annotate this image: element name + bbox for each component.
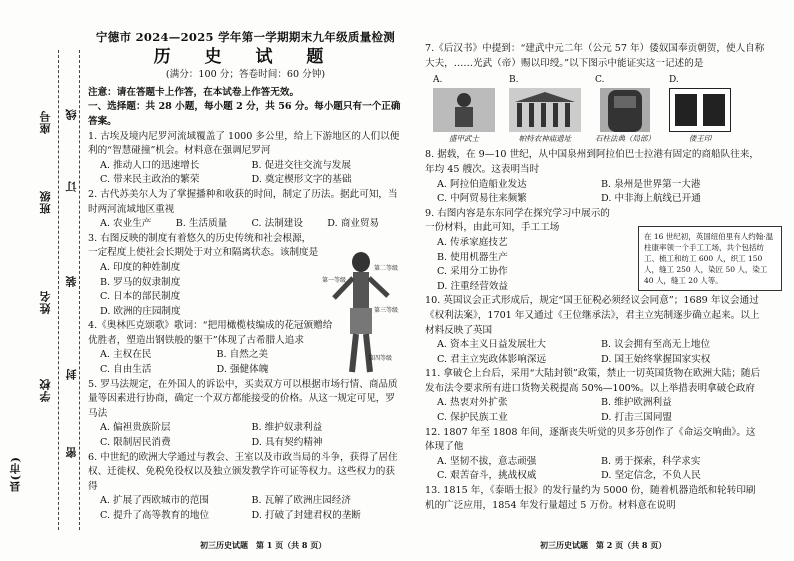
wa-king-seal-image: [669, 88, 731, 132]
field-seat-number: 座号: [39, 110, 52, 134]
question-stem: 10. 英国议会正式形成后，规定“国王征税必须经议会同意”；1689 年议会通过《权利法案》，1701 年又通过《王位继承法》，君主立宪制逐步确立起来。以上材料反映了英国: [425, 295, 760, 336]
stele-code-image: [600, 88, 650, 132]
seal-word-5: 密: [65, 446, 78, 458]
option: D. 国王始终掌握国家实权: [601, 353, 711, 365]
field-county: 县(市): [9, 456, 22, 493]
option: C. 法制建设: [251, 218, 303, 230]
option: C. 保护民族工业: [437, 412, 508, 424]
option: B. 瓦解了欧洲庄园经济: [251, 495, 351, 507]
seal-word-2: 订: [65, 180, 78, 192]
picture-caption: 盛甲武士: [449, 133, 479, 143]
question-2: [88, 188, 403, 232]
seal-word-3: 装: [65, 275, 78, 287]
option: A. 资本主义日益发展壮大: [437, 339, 546, 351]
option: D. 欧洲的庄园制度: [100, 305, 181, 317]
question-6: [88, 451, 403, 524]
option: D. 强健体魄: [216, 364, 269, 376]
subject-title: 历 史 试 题: [153, 46, 338, 67]
question-stem: 4.《奥林匹克颂歌》歌词：“把用橄榄枝编成的花冠颁赠给优胜者，塑造出钢铁般的躯干”体现了古希腊人追求: [88, 320, 333, 346]
option: A. 扩展了西欧城市的范围: [100, 495, 209, 507]
page-footer-2: 初三历史试题 第 2 页（共 8 页）: [540, 540, 667, 550]
option: B. 自然之美: [216, 349, 269, 361]
option: A. 偏袒贵族阶层: [100, 422, 171, 434]
question-stem: 1. 古埃及境内尼罗河流域覆盖了 1000 多公里，给上下游地区的人们以便利的“智慧碰撞”机会。材料意在强调尼罗河: [88, 130, 400, 157]
option: D. 坚定信念，不负人民: [601, 470, 701, 482]
picture-caption: 石柱法典（局部）: [595, 133, 655, 143]
option-picture: [509, 73, 581, 146]
option: D. 奠定楔形文字的基础: [251, 174, 352, 186]
statue-label: 第三等级: [374, 307, 399, 314]
option: A. 主权在民: [100, 349, 152, 361]
question-stem: 2. 古代苏美尔人为了掌握播种和收获的时间，制定了历法。据此可知，当时两河流域地区重视: [88, 188, 398, 215]
question-stem: 8. 据载，在 9—10 世纪，从中国泉州到阿拉伯巴士拉港有固定的商船队往来，年均 45 艘次。这表明当时: [425, 149, 760, 175]
answer-notice: 注意：请在答题卡上作答，在本试卷上作答无效。: [88, 86, 300, 98]
option: C. 中阿贸易往来频繁: [437, 193, 527, 205]
statue-label: 第四等级: [368, 355, 393, 362]
field-class: 班级: [39, 190, 52, 214]
question-8: [425, 148, 765, 206]
option: B. 维护欧洲利益: [601, 397, 672, 409]
seal-word-1: 线: [65, 108, 78, 120]
question-10: [425, 294, 765, 367]
option: D. 打击三国同盟: [601, 412, 673, 424]
question-stem: 7.《后汉书》中提到：“建武中元二年（公元 57 年）倭奴国奉贡朝贺，使人自称大夫，……光武（帝）赐以印绶。”以下图示中能证实这一记述的是: [425, 43, 765, 69]
page-footer-1: 初三历史试题 第 1 页（共 8 页）: [200, 540, 327, 550]
option: A. 印度的种姓制度: [100, 261, 181, 273]
section-heading: 一、选择题：共 28 小题，每小题 2 分，共 56 分。每小题只有一个正确答案。: [88, 101, 401, 127]
question-stem: 5. 罗马法规定，在外国人的诉讼中，买卖双方可以根据市场行情、商品质量等因素进行协商，确定一个双方都能接受的价格。从这一规定可见，罗马法: [88, 378, 398, 419]
statue-label: 第二等级: [374, 265, 399, 272]
exam-title: 宁德市 2024—2025 学年第一学期期末九年级质量检测: [95, 30, 396, 44]
option: C. 带来民主政治的繁荣: [100, 174, 200, 186]
question-7: [425, 42, 765, 146]
option: C. 艰苦奋斗，挑战权威: [437, 470, 537, 482]
option: B. 泉州是世界第一大港: [601, 178, 701, 190]
option: C. 限制居民消费: [100, 437, 171, 449]
option-letter: D.: [669, 75, 679, 86]
option: A. 农业生产: [100, 218, 152, 230]
option: B. 促进交往交流与发展: [251, 159, 351, 171]
option: A. 传承家庭技艺: [437, 236, 508, 248]
question-stem: 3. 右图反映的制度有着悠久的历史传统和社会根源，一定程度上使社会长期处于对立和隔离状态。该制度是: [88, 232, 319, 259]
field-name: 姓名: [39, 290, 52, 314]
question-stem: 12. 1807 年至 1808 年间，逐渐丧失听觉的贝多芬创作了《命运交响曲》。这体现了他: [425, 426, 756, 453]
option: A. 阿拉伯造船业发达: [437, 178, 527, 190]
option-picture: [595, 73, 655, 146]
question-12: [425, 426, 765, 484]
binding-line-inner: [79, 50, 80, 530]
option: A. 坚韧不拔，意志顽强: [437, 455, 537, 467]
option: C. 提升了高等教育的地位: [100, 510, 210, 521]
option: B. 使用机器生产: [437, 251, 508, 263]
option-picture: [433, 73, 495, 146]
option: B. 维护奴隶利益: [251, 422, 323, 434]
armored-warrior-image: [433, 88, 495, 132]
question-1: [88, 130, 403, 188]
parthenon-image: [509, 88, 581, 132]
option: D. 中非海上航线已开通: [601, 193, 701, 205]
option-letter: B.: [509, 75, 519, 86]
question-13: [425, 484, 765, 513]
option: D. 打破了封建君权的垄断: [251, 510, 361, 521]
field-school: 学校: [39, 378, 52, 402]
question-stem: 11. 拿破仑上台后，采用“大陆封锁”政策，禁止一切英国货物在欧洲大陆；随后发布法令要求所有进口货物关税提高 50%—100%。以上举措表明拿破仑政府: [425, 368, 761, 394]
option-letter: A.: [433, 75, 443, 86]
picture-caption: 帕特农神庙遗址: [518, 133, 572, 143]
picture-caption: 倭王印: [688, 133, 712, 143]
question-11: [425, 367, 765, 425]
option: A. 热衷对外扩张: [437, 397, 508, 409]
score-info: (满分：100 分；答卷时间：60 分钟): [165, 69, 326, 81]
question-5: [88, 378, 403, 451]
question-stem: 6. 中世纪的欧洲大学通过与教会、王室以及市政当局的斗争，获得了居住权、迁徙权、免税免役权以及独立颁发教学许可证等权力。这些权力的获得: [88, 451, 398, 492]
option-letter: C.: [595, 75, 605, 86]
binding-line: [58, 50, 59, 530]
option: C. 自由生活: [100, 364, 152, 376]
option: C. 采用分工协作: [437, 266, 508, 278]
seal-word-4: 封: [65, 368, 78, 380]
statue-label: 第一等级: [322, 277, 347, 284]
option: C. 日本的部民制度: [100, 291, 181, 303]
question-stem: 9. 右图内容是东东同学在探究学习中展示的一份材料，由此可知，手工工场: [425, 207, 610, 234]
option: A. 推动人口的迅速增长: [100, 159, 200, 171]
option: D. 具有契约精神: [251, 437, 323, 449]
binding-margin: [0, 0, 86, 561]
option: D. 商业贸易: [327, 218, 380, 230]
option: D. 注重经营效益: [437, 280, 509, 292]
option: B. 议会拥有至高无上地位: [601, 339, 711, 351]
option: C. 君主立宪政体影响深远: [437, 353, 547, 365]
varna-statue-image: [322, 248, 400, 376]
option-picture: [669, 73, 731, 146]
workshop-material-box: 在 16 世纪初，英国纽伯里有人约翰·温柱康率领一个手工工场，共个包括纺工、梳工和纺工 600 人，织工 150 人，缝工 250 人，染匠 50 人，染工 40 人，缝工 20 人等。: [638, 226, 782, 291]
option: B. 罗马的奴隶制度: [100, 276, 181, 288]
question-stem: 13. 1815 年，《泰晤士报》的发行量约为 5000 份，随着机器造纸和轮转印刷机的广泛应用，1854 年发行量超过 5 万份。材料意在说明: [425, 485, 756, 511]
option: B. 勇于探索，科学求实: [601, 455, 701, 467]
option: B. 生活质量: [175, 218, 228, 230]
